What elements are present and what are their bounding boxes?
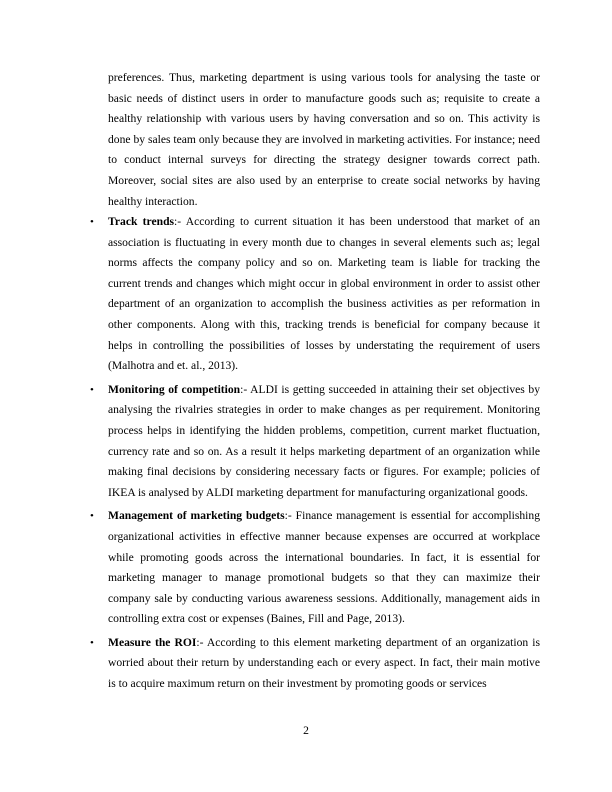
bullet-term: Track trends bbox=[108, 215, 175, 228]
bullet-end: . bbox=[235, 359, 239, 373]
bullet-text: :- Finance management is essential for accomplishing organizational activities in effective manner because expenses are occurred at workplace while promoting goods across the international boundaries. In fact, it is essential for marketing manager to manage promotional budgets so that they can maximize their company sale by conducting various awareness sessions. Additionally, management aids in controlling extra cost or expenses bbox=[108, 509, 540, 626]
bullet-item-monitoring-of-competition bbox=[90, 380, 540, 504]
citation: (Baines, Fill and Page, 2013) bbox=[266, 612, 402, 626]
bullet-icon: • bbox=[90, 636, 94, 649]
bullet-list bbox=[90, 212, 541, 698]
bullet-item-track-trends bbox=[90, 212, 540, 377]
bullet-end: . bbox=[401, 612, 405, 626]
bullet-term: Monitoring of competition bbox=[108, 382, 241, 396]
page-number: 2 bbox=[303, 724, 309, 737]
bullet-icon: • bbox=[90, 510, 94, 523]
intro-paragraph: preferences. Thus, marketing department is using various tools for analysing the taste or basic needs of distinct users in order to manufacture goods such as; requisite to create a healthy relationship with various users by having conversation and so on. This activity is done by sales team only because they are involved in marketing activities. For instance; need to conduct internal surveys for directing the strategy designer towards correct path. Moreover, social sites are also used by an enterprise to create social networks by having healthy interaction. bbox=[108, 71, 540, 208]
bullet-text: :- According to this element marketing department of an organization is worried about their return by understanding each or every aspect. In fact, their main motive is to acquire maximum return on their investment by promoting goods or services bbox=[108, 635, 541, 691]
bullet-item-management-of-marketing-budgets bbox=[90, 506, 540, 630]
bullet-icon: • bbox=[90, 383, 94, 396]
citation: (Malhotra and et. al., 2013) bbox=[108, 359, 236, 373]
bullet-term: Measure the ROI bbox=[108, 635, 197, 649]
bullet-text: :- ALDI is getting succeeded in attaining their set objectives by analysing the rivalries strategies in order to make changes as per requirement. Monitoring process helps in identifying the hidden problems, competition, current market fluctuation, currency rate and so on. As a result it helps marketing department of an organization while making final decisions by considering necessary facts or figures. For example; policies of IKEA is analysed by ALDI marketing department for manufacturing organizational goods. bbox=[108, 382, 540, 499]
bullet-text: :- According to current situation it has been understood that market of an association is fluctuating in every month due to changes in several elements such as; legal norms affects the company policy and so on. Marketing team is liable for tracking the current trends and changes which might occur in global environment in order to assist other department of an organization to accomplish the business activities as per reformation in other components. Along with this, tracking trends is beneficial for company because it helps in controlling the possibilities of losses by understating the requirement of users bbox=[108, 215, 540, 352]
bullet-term: Management of marketing budgets bbox=[108, 509, 285, 523]
bullet-item-measure-the-roi bbox=[90, 633, 541, 695]
bullet-icon: • bbox=[90, 216, 94, 228]
